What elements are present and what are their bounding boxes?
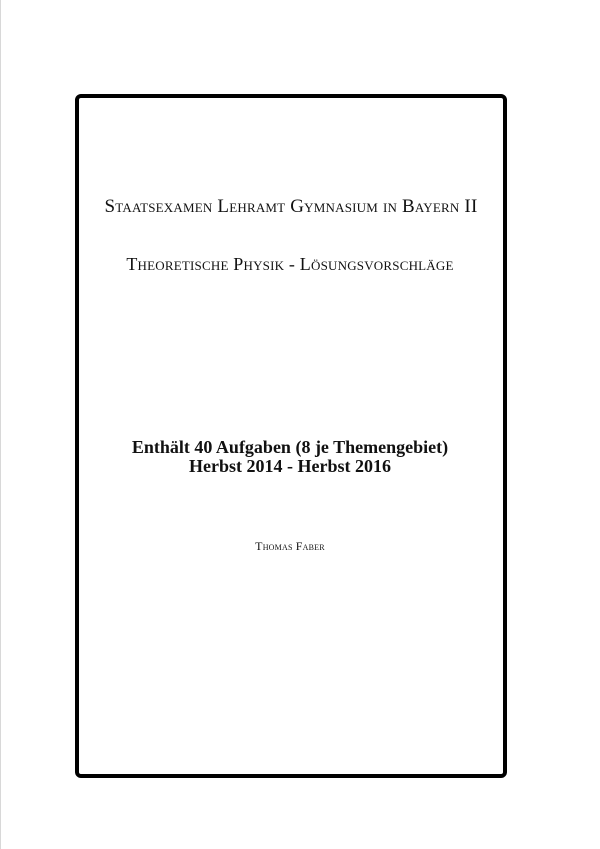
contents-note: Enthält 40 Aufgaben (8 je Themengebiet) — [131, 437, 449, 457]
document-title: Staatsexamen Lehramt Gymnasium in Bayern II — [104, 196, 478, 217]
page-edge — [0, 0, 1, 849]
date-range: Herbst 2014 - Herbst 2016 — [189, 456, 391, 476]
author-name: Thomas Faber — [255, 539, 325, 553]
document-subtitle: Theoretische Physik - Lösungsvorschläge — [126, 254, 454, 274]
